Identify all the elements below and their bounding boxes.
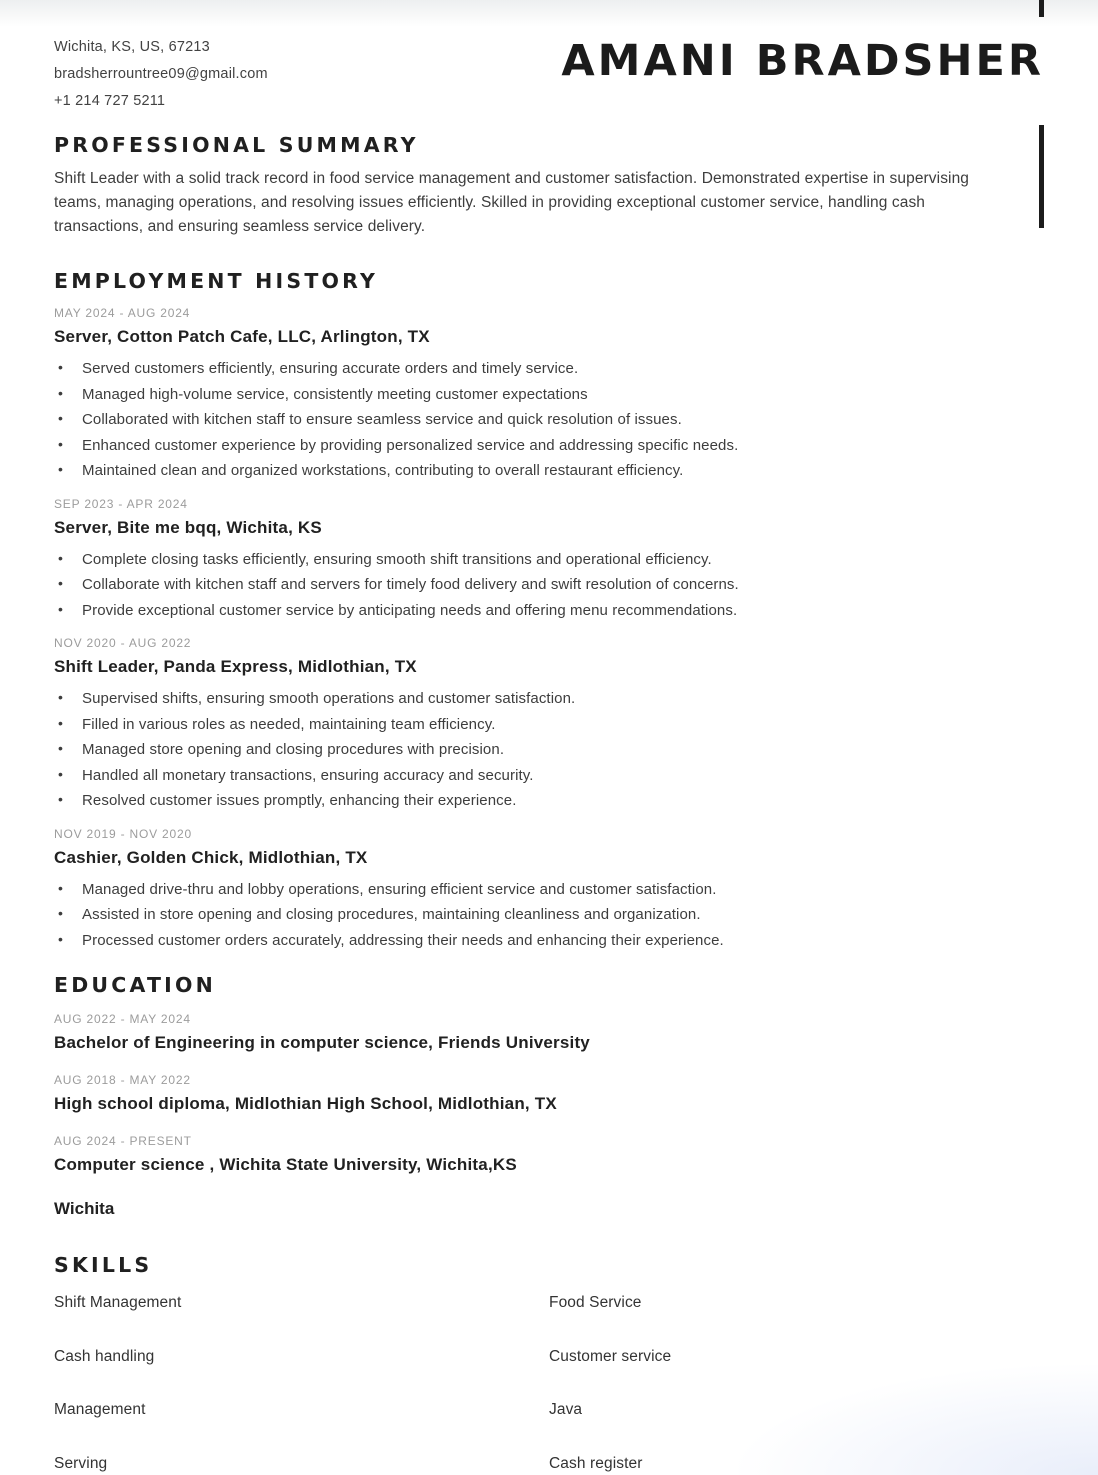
resume-header [54,34,1044,115]
job-bullet-text: Provide exceptional customer service by anticipating needs and offering menu recommendations. [82,601,738,619]
job-bullet-text: Complete closing tasks efficiently, ensuring smooth shift transitions and operational efficiency. [82,550,712,568]
job-bullet [54,356,1044,382]
skill-item: Food Service [549,1294,642,1311]
job-bullet-list [54,547,1044,624]
job-bullet [54,433,1044,459]
job-bullet [54,547,1044,573]
job-bullet [54,382,1044,408]
contact-block [54,34,268,115]
bullet-icon: • [58,930,64,947]
bullet-icon: • [58,410,64,426]
education-dates: AUG 2022 - MAY 2024 [54,1012,191,1026]
education-footnote: Wichita [54,1199,115,1218]
candidate-name: AMANI BRADSHER [561,36,1044,86]
section-heading-skills: SKILLS [54,1253,153,1277]
section-heading-professional-summary: PROFESSIONAL SUMMARY [54,133,419,157]
job-dates: NOV 2019 - NOV 2020 [54,826,192,841]
job-bullet-text: Resolved customer issues promptly, enhancing their experience. [82,792,517,809]
bullet-icon: • [58,384,64,401]
job-bullet-text: Collaborate with kitchen staff and servers for timely food delivery and swift resolution of concerns. [82,576,739,593]
contact-email: bradsherrountree09@gmail.com [54,66,268,82]
bullet-icon: • [58,765,64,782]
bullet-icon: • [58,714,64,731]
job-bullet [54,686,1044,712]
job-bullet-text: Served customers efficiently, ensuring accurate orders and timely service. [82,360,579,377]
job-dates: MAY 2024 - AUG 2024 [54,306,191,320]
job-bullet [54,712,1044,738]
skill-item: Cash register [549,1454,643,1472]
job-bullet [54,737,1044,763]
bullet-icon: • [58,359,64,375]
job-bullet-text: Enhanced customer experience by providing personalized service and addressing specific needs. [82,436,739,454]
bullet-icon: • [58,905,64,921]
job-bullet [54,763,1044,789]
bullet-icon: • [58,879,64,896]
job-bullet-text: Assisted in store opening and closing procedures, maintaining cleanliness and organization. [82,906,701,923]
education-degree: Bachelor of Engineering in computer science, Friends University [54,1033,590,1052]
job-bullet [54,788,1044,814]
bullet-icon: • [58,435,64,452]
job-entry [54,635,1044,814]
professional-summary-text: Shift Leader with a solid track record in food service management and customer satisfaction. Demonstrated expertise in supervising teams, managing operations, and resolving issues efficiently. Skilled in providing exceptional customer service, handling cash transactions, and ensuring seamless service delivery. [54,170,970,235]
bullet-icon: • [58,575,64,591]
job-bullet [54,877,1044,903]
skill-item: Cash handling [54,1347,155,1365]
section-heading-employment-history: EMPLOYMENT HISTORY [54,269,379,293]
job-dates: SEP 2023 - APR 2024 [54,496,188,511]
job-bullet-text: Managed drive-thru and lobby operations, ensuring efficient service and customer satisfaction. [82,880,717,898]
bullet-icon: • [58,740,64,756]
job-title: Server, Bite me bqq, Wichita, KS [54,517,322,537]
education-entry [54,1133,1044,1176]
skill-item: Java [549,1401,583,1418]
job-dates: NOV 2020 - AUG 2022 [54,636,192,650]
education-dates: AUG 2024 - PRESENT [54,1134,192,1148]
skill-item: Management [54,1401,146,1418]
contact-phone: +1 214 727 5211 [54,93,166,109]
job-title: Cashier, Golden Chick, Midlothian, TX [54,847,368,867]
job-bullet-list [54,686,1044,814]
bullet-icon: • [58,549,64,566]
bullet-icon: • [58,461,64,477]
skill-item: Serving [54,1454,108,1472]
job-bullet [54,902,1044,928]
job-bullet-text: Filled in various roles as needed, maintaining team efficiency. [82,715,496,733]
job-bullet-text: Supervised shifts, ensuring smooth operations and customer satisfaction. [82,690,576,707]
section-heading-education: EDUCATION [54,973,216,997]
job-bullet-list [54,356,1044,484]
bullet-icon: • [58,791,64,807]
job-entry [54,826,1044,954]
job-bullet-text: Collaborated with kitchen staff to ensure seamless service and quick resolution of issues. [82,411,682,428]
job-bullet-text: Maintained clean and organized workstations, contributing to overall restaurant efficiency. [82,462,684,479]
job-title: Server, Cotton Patch Cafe, LLC, Arlington, TX [54,327,430,346]
job-entry [54,496,1044,624]
job-title: Shift Leader, Panda Express, Midlothian, TX [54,657,417,676]
job-bullet [54,407,1044,433]
education-entry [54,1072,1044,1115]
job-bullet-text: Handled all monetary transactions, ensuring accuracy and security. [82,766,534,784]
education-dates: AUG 2018 - MAY 2022 [54,1073,191,1087]
job-bullet-text: Processed customer orders accurately, addressing their needs and enhancing their experience. [82,931,724,949]
education-entry [54,1011,1044,1054]
bullet-icon: • [58,689,64,705]
job-bullet [54,458,1044,484]
skills-grid [54,1293,1044,1474]
education-degree: Computer science , Wichita State University, Wichita,KS [54,1155,517,1174]
job-bullet-text: Managed high-volume service, consistently meeting customer expectations [82,385,588,403]
job-bullet [54,598,1044,624]
job-bullet-list [54,877,1044,954]
job-bullet [54,572,1044,598]
education-degree: High school diploma, Midlothian High School, Midlothian, TX [54,1094,557,1113]
skill-item: Shift Management [54,1294,182,1311]
job-entry [54,305,1044,484]
bullet-icon: • [58,600,64,617]
job-bullet [54,928,1044,954]
job-bullet-text: Managed store opening and closing procedures with precision. [82,741,505,758]
contact-location: Wichita, KS, US, 67213 [54,39,210,55]
skill-item: Customer service [549,1347,672,1365]
